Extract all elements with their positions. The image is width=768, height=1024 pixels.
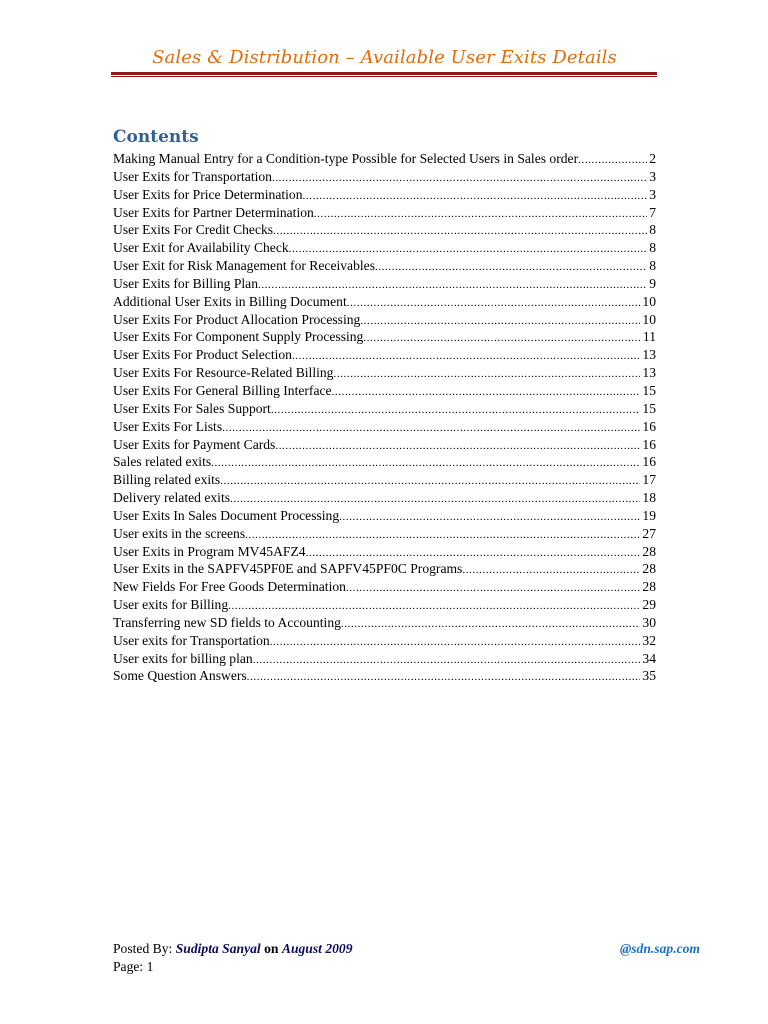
toc-entry-page: 10 — [642, 311, 656, 327]
toc-entry[interactable] — [113, 453, 656, 471]
toc-dot-leader — [346, 580, 640, 598]
toc-entry-title: User Exits For Component Supply Processing — [113, 329, 364, 345]
toc-entry-title: User Exits for Price Determination — [113, 186, 303, 202]
toc-dot-leader — [253, 652, 641, 670]
toc-dot-leader — [341, 616, 640, 634]
posted-by-label: Posted By: — [113, 941, 173, 956]
toc-entry-title: User Exits for Partner Determination — [113, 204, 314, 220]
toc-entry-page: 19 — [642, 507, 656, 523]
toc-dot-leader — [303, 188, 648, 206]
toc-entry-page: 34 — [642, 650, 656, 666]
toc-entry-page: 10 — [642, 293, 656, 309]
toc-entry-page: 16 — [642, 454, 656, 470]
toc-entry-page: 30 — [642, 614, 656, 630]
toc-entry-title: User Exits for Billing Plan — [113, 275, 258, 291]
toc-entry-title: Billing related exits — [113, 472, 221, 488]
toc-dot-leader — [462, 562, 640, 580]
table-of-contents — [113, 150, 656, 685]
toc-entry[interactable] — [113, 489, 656, 507]
toc-dot-leader — [211, 455, 640, 473]
header-rule-thick — [111, 72, 657, 75]
toc-entry[interactable] — [113, 168, 656, 186]
toc-entry-title: User exits for Transportation — [113, 632, 270, 648]
toc-entry[interactable] — [113, 328, 656, 346]
toc-dot-leader — [375, 259, 647, 277]
toc-entry-page: 2 — [649, 151, 656, 166]
toc-entry-title: User Exits for Transportation — [113, 168, 272, 184]
toc-entry-title: New Fields For Free Goods Determination — [113, 579, 346, 595]
toc-entry[interactable] — [113, 364, 656, 382]
toc-dot-leader — [220, 473, 640, 491]
contents-heading: Contents — [113, 127, 199, 147]
toc-entry-title: User Exit for Availability Check — [113, 240, 289, 256]
toc-dot-leader — [272, 170, 647, 188]
toc-entry-page: 13 — [642, 347, 656, 363]
on-word: on — [264, 941, 279, 956]
toc-entry[interactable] — [113, 293, 656, 311]
toc-entry-title: User exits for Billing — [113, 597, 229, 613]
toc-entry[interactable] — [113, 596, 656, 614]
toc-entry-title: User Exits For Product Selection — [113, 347, 292, 363]
toc-entry-page: 3 — [649, 168, 656, 184]
toc-entry-title: User Exits for Payment Cards — [113, 436, 276, 452]
toc-entry-title: User Exits In Sales Document Processing — [113, 507, 340, 523]
toc-entry-title: Sales related exits — [113, 454, 212, 470]
page-number: Page: 1 — [113, 959, 154, 974]
toc-entry-page: 8 — [649, 258, 656, 274]
toc-entry[interactable] — [113, 221, 656, 239]
header-rule-thin — [111, 76, 657, 77]
toc-entry-page: 28 — [642, 543, 656, 559]
toc-dot-leader — [273, 223, 647, 241]
toc-entry-page: 7 — [649, 204, 656, 220]
toc-entry-page: 15 — [642, 400, 656, 416]
toc-entry-page: 18 — [642, 490, 656, 506]
toc-entry-page: 29 — [642, 597, 656, 613]
toc-entry-page: 28 — [642, 561, 656, 577]
toc-entry-page: 8 — [649, 240, 656, 256]
toc-entry[interactable] — [113, 400, 656, 418]
toc-entry-page: 11 — [642, 329, 656, 345]
posted-date: August 2009 — [281, 941, 353, 956]
toc-entry[interactable] — [113, 525, 656, 543]
toc-entry[interactable] — [113, 614, 656, 632]
toc-entry-page: 8 — [649, 222, 656, 238]
toc-dot-leader — [222, 420, 640, 438]
toc-dot-leader — [271, 402, 641, 420]
footer — [113, 941, 700, 975]
toc-entry-title: Delivery related exits — [113, 490, 231, 506]
toc-entry-page: 28 — [642, 579, 656, 595]
toc-entry-title: Some Question Answers — [113, 668, 247, 684]
toc-entry[interactable] — [113, 239, 656, 257]
toc-entry-title: User exits in the screens — [113, 525, 246, 541]
toc-entry[interactable] — [113, 436, 656, 454]
footer-posted-line — [113, 941, 700, 957]
toc-entry-page: 13 — [642, 365, 656, 381]
toc-entry-title: User Exits For Credit Checks — [113, 222, 274, 238]
toc-entry-title: User Exits For Sales Support — [113, 400, 271, 416]
toc-entry[interactable] — [113, 471, 656, 489]
toc-dot-leader — [314, 206, 647, 224]
toc-entry-page: 35 — [642, 668, 656, 684]
toc-entry-title: User Exits For General Billing Interface — [113, 382, 332, 398]
toc-entry[interactable] — [113, 257, 656, 275]
toc-entry[interactable] — [113, 346, 656, 364]
toc-entry-title: Making Manual Entry for a Condition-type Possible for Selected Users in Sales order — [113, 151, 579, 166]
toc-entry-page: 3 — [649, 186, 656, 202]
toc-entry-title: Transferring new SD fields to Accounting — [113, 614, 341, 630]
toc-entry-page: 9 — [649, 275, 656, 291]
toc-entry[interactable] — [113, 632, 656, 650]
toc-dot-leader — [363, 330, 641, 348]
toc-entry[interactable] — [113, 560, 656, 578]
toc-entry-page: 15 — [642, 382, 656, 398]
toc-entry[interactable] — [113, 543, 656, 561]
toc-entry-title: User Exit for Risk Management for Receivables — [113, 258, 375, 274]
toc-entry[interactable] — [113, 186, 656, 204]
toc-dot-leader — [333, 366, 640, 384]
toc-entry-page: 16 — [642, 436, 656, 452]
toc-entry-page: 16 — [642, 418, 656, 434]
toc-entry-title: User Exits For Product Allocation Processing — [113, 311, 361, 327]
toc-dot-leader — [332, 384, 641, 402]
toc-entry[interactable] — [113, 275, 656, 293]
toc-entry-title: User Exits in the SAPFV45PF0E and SAPFV45PF0C Programs — [113, 561, 463, 577]
posted-by-text — [113, 941, 353, 957]
toc-entry-title: User Exits in Program MV45AFZ4 — [113, 543, 306, 559]
toc-entry-page: 17 — [642, 472, 656, 488]
site-link[interactable]: @sdn.sap.com — [619, 941, 700, 956]
toc-entry-page: 32 — [642, 632, 656, 648]
toc-entry[interactable] — [113, 204, 656, 222]
toc-entry[interactable] — [113, 578, 656, 596]
toc-entry-title: Additional User Exits in Billing Document — [113, 293, 347, 309]
toc-dot-leader — [270, 634, 641, 652]
toc-entry[interactable] — [113, 150, 656, 168]
toc-dot-leader — [292, 348, 640, 366]
toc-dot-leader — [247, 669, 641, 687]
toc-entry-title: User Exits For Resource-Related Billing — [113, 365, 334, 381]
toc-entry[interactable] — [113, 667, 656, 685]
toc-entry-title: User Exits For Lists — [113, 418, 223, 434]
toc-entry[interactable] — [113, 311, 656, 329]
toc-dot-leader — [578, 152, 647, 170]
header-title: Sales & Distribution – Available User Exits Details — [152, 47, 617, 68]
toc-dot-leader — [339, 509, 640, 527]
toc-dot-leader — [347, 295, 641, 313]
toc-entry[interactable] — [113, 382, 656, 400]
toc-dot-leader — [360, 313, 640, 331]
toc-entry-page: 27 — [642, 525, 656, 541]
toc-entry-title: User exits for billing plan — [113, 650, 253, 666]
toc-entry[interactable] — [113, 507, 656, 525]
toc-dot-leader — [275, 438, 640, 456]
toc-entry[interactable] — [113, 650, 656, 668]
author-name: Sudipta Sanyal — [175, 941, 261, 956]
toc-entry[interactable] — [113, 418, 656, 436]
